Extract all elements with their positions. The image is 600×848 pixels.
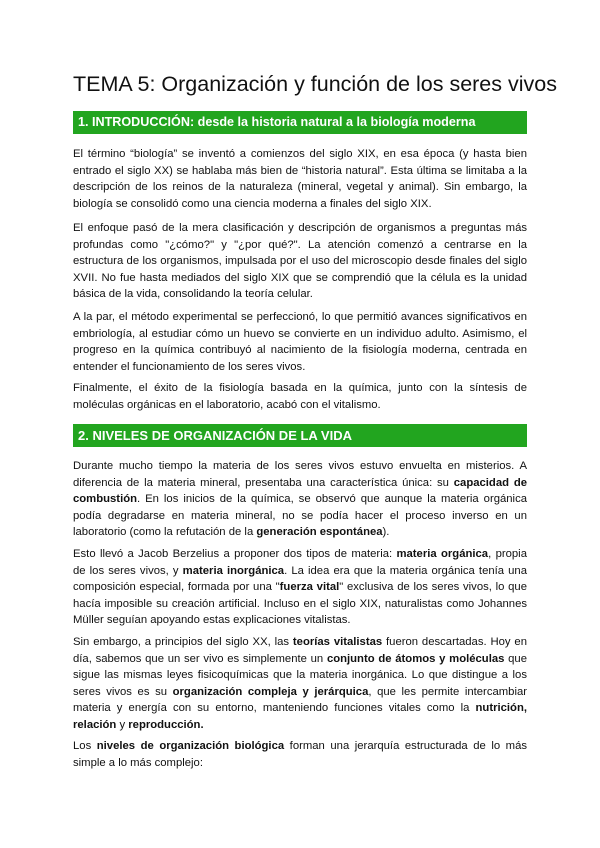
- text-run: , propia de los seres vivos, y: [73, 548, 527, 577]
- paragraph-niveles-1: [73, 458, 527, 541]
- text-run: . En los inicios de la química, se observó que aunque la materia orgánica podía degradarse en materia mineral, no se podía hacer el proceso inverso en un laboratorio (como la refutación de la: [73, 493, 527, 538]
- text-run: . La idea era que la materia orgánica tenía una composición especial, formada por una ": [73, 564, 528, 593]
- text-run: que sigue las mismas leyes fisicoquímicas que la materia inorgánica. Lo que distingue a los seres vivos es su: [73, 652, 527, 698]
- text-run: Los: [73, 740, 97, 752]
- text-run: ).: [382, 526, 390, 538]
- bold-term: fuerza vital: [279, 581, 340, 593]
- section-heading-introduccion: 1. INTRODUCCIÓN: desde la historia natural a la biología moderna: [73, 111, 527, 134]
- section-heading-niveles: 2. NIVELES DE ORGANIZACIÓN DE LA VIDA: [73, 424, 527, 447]
- paragraph-intro-4: Finalmente, el éxito de la fisiología basada en la química, junto con la síntesis de moléculas orgánicas en el laboratorio, acabó con el vitalismo.: [73, 382, 527, 411]
- bold-term: nutrición, relación: [73, 702, 527, 731]
- text-run: " exclusiva de los seres vivos, lo que hacía imposible su creación artificial. Incluso en el siglo XIX, naturalistas como Johannes Müller seguían apoyando estas explicaciones vitalistas.: [73, 581, 527, 626]
- bold-term: generación espontánea: [256, 526, 383, 538]
- bold-term: materia orgánica: [396, 548, 489, 560]
- bold-term: materia inorgánica: [182, 564, 285, 577]
- bold-term: organización compleja y jerárquica: [172, 685, 369, 698]
- text-run: fueron descartadas. Hoy en día, sabemos que un ser vivo es simplemente un: [73, 636, 527, 665]
- bold-term: teorías vitalistas: [292, 636, 383, 648]
- paragraph-niveles-3: [73, 634, 527, 733]
- text-run: Durante mucho tiempo la materia de los seres vivos estuvo envuelta en misterios. A diferencia de la materia mineral, presentaba una característica única: su: [73, 460, 527, 489]
- paragraph-intro-1: El término “biología” se inventó a comienzos del siglo XIX, en esa época (y hasta bien entrado el siglo XX) se hablaba más bien de “historia natural”. Esta última se limitaba a la descripción de los reinos de la naturaleza (mineral, vegetal y animal). Sin embargo, la biología se consolidó como una ciencia moderna a finales del siglo XIX.: [73, 148, 527, 210]
- bold-term: capacidad de combustión: [73, 476, 527, 505]
- text-run: forman una jerarquía estructurada de lo más simple a lo más complejo:: [73, 740, 528, 769]
- paragraph-niveles-2: [73, 546, 527, 629]
- bold-term: conjunto de átomos y moléculas: [326, 652, 505, 665]
- bold-term: niveles de organización biológica: [96, 740, 285, 752]
- page-title: TEMA 5: Organización y función de los seres vivos: [73, 72, 557, 96]
- paragraph-niveles-4: [73, 738, 527, 771]
- text-run: Sin embargo, a principios del siglo XX, las: [73, 636, 293, 648]
- paragraph-intro-2: El enfoque pasó de la mera clasificación y descripción de organismos a preguntas más profundas como "¿cómo?" y "¿por qué?". La atención comenzó a centrarse en la estructura de los organismos, impulsada por el uso del microscopio desde finales del siglo XVII. No fue hasta mediados del siglo XIX que se comprendió que la célula es la unidad básica de la vida, consolidando la teoría celular.: [73, 222, 527, 300]
- text-run: , que les permite intercambiar materia y energía con su entorno, manteniendo funciones vitales como la: [73, 685, 528, 714]
- bold-term: reproducción.: [128, 718, 204, 731]
- text-run: Esto llevó a Jacob Berzelius a proponer dos tipos de materia:: [73, 548, 397, 560]
- text-run: y: [116, 718, 129, 731]
- paragraph-intro-3: A la par, el método experimental se perfeccionó, lo que permitió avances significativos en embriología, al estudiar cómo un huevo se convierte en un individuo adulto. Asimismo, el progreso en la química contribuyó al nacimiento de la fisiología moderna, centrada en entender el funcionamiento de los seres vivos.: [73, 311, 527, 373]
